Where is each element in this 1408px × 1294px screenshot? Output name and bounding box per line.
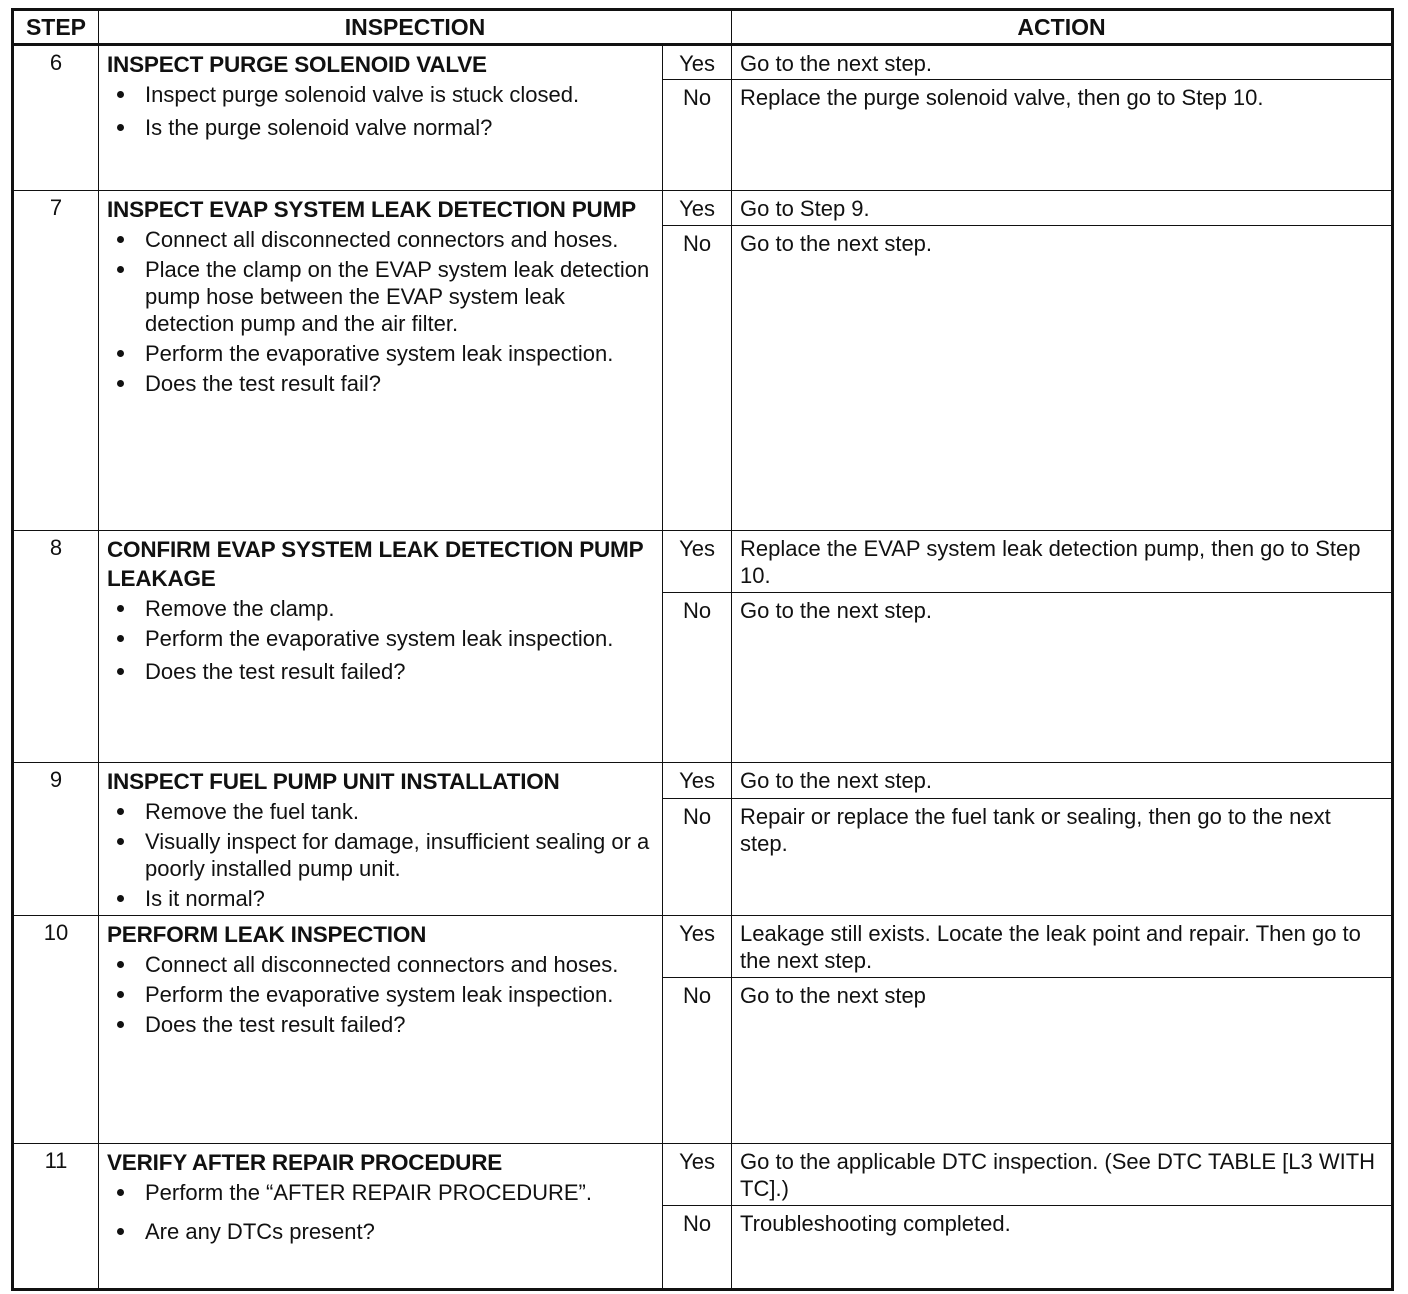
bullet-icon [117,266,124,273]
header-step: STEP [13,10,99,45]
step-number: 6 [13,45,99,191]
step-number: 9 [13,763,99,916]
inspection-item: Place the clamp on the EVAP system leak detection pump hose between the EVAP system leak detection pump and the air filter. [107,256,654,337]
inspection-item: Remove the fuel tank. [107,798,654,825]
inspection-list [107,1179,654,1245]
yes-label: Yes [663,45,732,80]
step-number: 10 [13,916,99,1144]
no-action: Go to the next step. [732,226,1393,531]
step-row-yes [13,531,1393,593]
yes-label: Yes [663,531,732,593]
no-action: Replace the purge solenoid valve, then go to Step 10. [732,80,1393,191]
header-row [13,10,1393,45]
no-label: No [663,798,732,915]
inspection-cell [99,916,663,1144]
inspection-item: Remove the clamp. [107,595,654,622]
inspection-item: Does the test result fail? [107,370,654,397]
inspection-item: Perform the evaporative system leak inspection. [107,625,654,652]
yes-action: Go to Step 9. [732,191,1393,226]
inspection-item: Does the test result failed? [107,658,654,685]
yes-action: Go to the next step. [732,45,1393,80]
bullet-icon [117,1021,124,1028]
inspection-cell [99,1144,663,1290]
no-label: No [663,978,732,1144]
inspection-list [107,595,654,685]
header-inspection: INSPECTION [99,10,732,45]
bullet-icon [117,124,124,131]
inspection-item: Inspect purge solenoid valve is stuck closed. [107,81,654,108]
bullet-icon [117,605,124,612]
no-label: No [663,1206,732,1290]
no-action: Go to the next step. [732,593,1393,763]
yes-action: Go to the applicable DTC inspection. (See DTC TABLE [L3 WITH TC].) [732,1144,1393,1206]
bullet-icon [117,668,124,675]
inspection-list [107,951,654,1038]
inspection-title: INSPECT EVAP SYSTEM LEAK DETECTION PUMP [107,197,636,222]
no-action: Troubleshooting completed. [732,1206,1393,1290]
step-row-yes [13,191,1393,226]
troubleshooting-table [11,8,1394,1291]
bullet-icon [117,838,124,845]
inspection-cell [99,531,663,763]
inspection-title: VERIFY AFTER REPAIR PROCEDURE [107,1150,503,1175]
inspection-title: INSPECT PURGE SOLENOID VALVE [107,52,487,77]
inspection-item: Perform the evaporative system leak inspection. [107,981,654,1008]
bullet-icon [117,808,124,815]
yes-action: Leakage still exists. Locate the leak point and repair. Then go to the next step. [732,916,1393,978]
inspection-item: Connect all disconnected connectors and hoses. [107,951,654,978]
bullet-icon [117,635,124,642]
bullet-icon [117,91,124,98]
bullet-icon [117,1189,124,1196]
step-row-yes [13,45,1393,80]
inspection-item: Perform the evaporative system leak inspection. [107,340,654,367]
step-number: 11 [13,1144,99,1290]
inspection-cell [99,191,663,531]
no-label: No [663,226,732,531]
bullet-icon [117,991,124,998]
inspection-item: Connect all disconnected connectors and hoses. [107,226,654,253]
inspection-title: PERFORM LEAK INSPECTION [107,922,427,947]
inspection-cell [99,763,663,916]
inspection-cell [99,45,663,191]
inspection-list [107,226,654,397]
inspection-item: Are any DTCs present? [107,1218,654,1245]
inspection-item: Perform the “AFTER REPAIR PROCEDURE”. [107,1179,654,1206]
inspection-item: Is the purge solenoid valve normal? [107,114,654,141]
inspection-title: INSPECT FUEL PUMP UNIT INSTALLATION [107,769,560,794]
inspection-list [107,798,654,912]
bullet-icon [117,895,124,902]
no-label: No [663,80,732,191]
bullet-icon [117,1228,124,1235]
yes-action: Go to the next step. [732,763,1393,799]
no-action: Go to the next step [732,978,1393,1144]
step-number: 7 [13,191,99,531]
step-row-yes [13,1144,1393,1206]
step-row-yes [13,763,1393,799]
inspection-item: Is it normal? [107,885,654,912]
yes-label: Yes [663,916,732,978]
yes-label: Yes [663,763,732,799]
no-action: Repair or replace the fuel tank or sealing, then go to the next step. [732,798,1393,915]
inspection-title: CONFIRM EVAP SYSTEM LEAK DETECTION PUMP LEAKAGE [107,537,644,591]
inspection-item: Does the test result failed? [107,1011,654,1038]
inspection-list [107,81,654,141]
yes-label: Yes [663,191,732,226]
bullet-icon [117,236,124,243]
header-action: ACTION [732,10,1393,45]
step-row-yes [13,916,1393,978]
bullet-icon [117,961,124,968]
no-label: No [663,593,732,763]
bullet-icon [117,350,124,357]
yes-action: Replace the EVAP system leak detection pump, then go to Step 10. [732,531,1393,593]
step-number: 8 [13,531,99,763]
inspection-item: Visually inspect for damage, insufficient sealing or a poorly installed pump unit. [107,828,654,882]
bullet-icon [117,380,124,387]
yes-label: Yes [663,1144,732,1206]
